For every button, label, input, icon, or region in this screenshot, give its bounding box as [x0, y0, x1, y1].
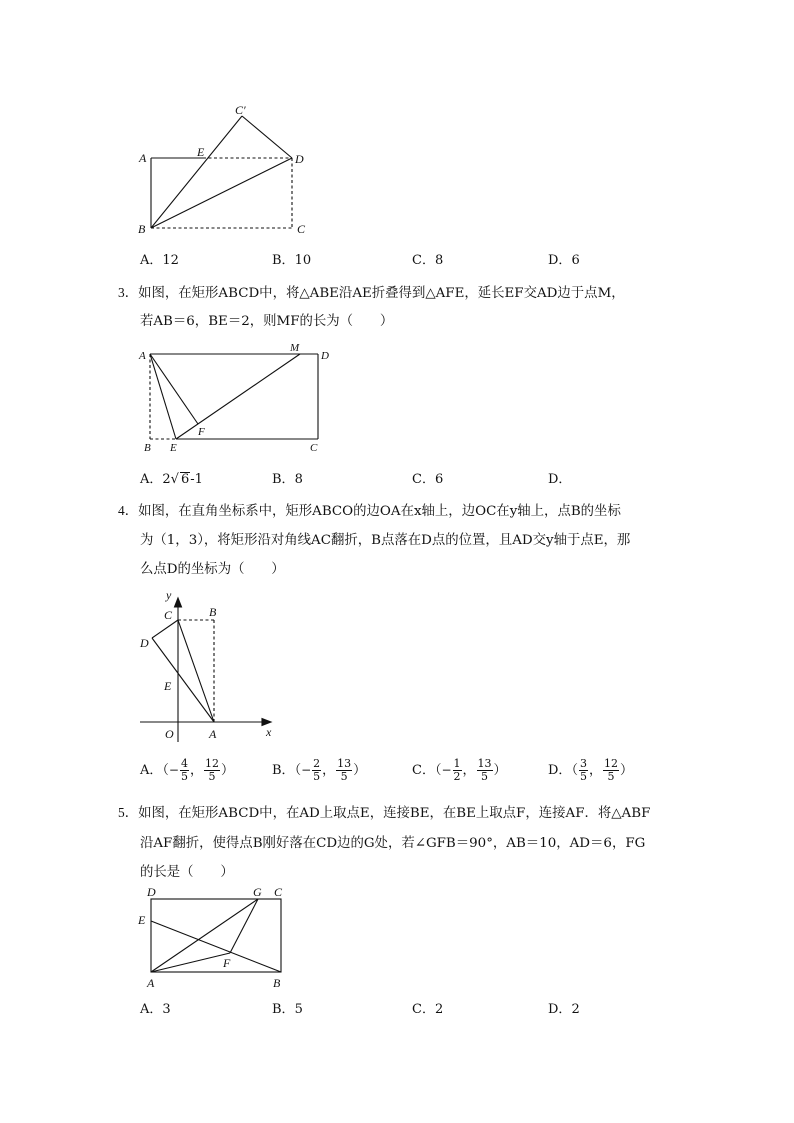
q4-label-E: E	[164, 679, 172, 693]
q2-seg-BCp	[151, 116, 242, 228]
q4-option-c[interactable]: C．（− $\frac{1}{2}$ ， $\frac{13}{5}$ ）	[412, 757, 507, 783]
q5-label-A: A	[147, 976, 155, 990]
q3-seg-AE	[150, 354, 176, 439]
q2-option-a[interactable]: A．12	[140, 253, 179, 268]
q4-option-a[interactable]: A．（− $\frac{4}{5}$ ， $\frac{12}{5}$ ）	[140, 757, 234, 783]
q5-seg-AG	[151, 899, 258, 972]
q2-option-b[interactable]: B．10	[272, 253, 312, 268]
q4-y-arrow	[175, 598, 182, 607]
q3-option-c[interactable]: C．6	[412, 472, 444, 487]
q4-option-b[interactable]: B．（− $\frac{2}{5}$ ， $\frac{13}{5}$ ）	[272, 757, 367, 783]
q4-label-A: A	[209, 727, 217, 741]
q5-seg-FG	[230, 899, 258, 953]
q3-seg-EM	[176, 354, 300, 439]
q2-label-D: D	[295, 152, 304, 166]
q5-seg-AF	[151, 953, 230, 972]
q3-label-E: E	[170, 442, 177, 454]
q3-option-d[interactable]: D．	[548, 472, 572, 487]
q4-seg-CA	[178, 620, 214, 722]
q5-number: 5．	[118, 805, 139, 820]
q2-label-A: A	[139, 151, 147, 165]
q5-label-G: G	[253, 885, 262, 899]
q3-option-a[interactable]: A．2√ 6-1	[140, 472, 203, 487]
q4-option-d[interactable]: D．（ $\frac{3}{5}$ ， $\frac{12}{5}$ ）	[548, 757, 633, 783]
q5-stem-line3: 的长是（ ）	[140, 865, 234, 880]
sqrt-sign: √	[170, 472, 179, 487]
q4-label-O: O	[165, 727, 174, 741]
q5-label-F: F	[223, 956, 231, 970]
q5-label-C: C	[274, 885, 283, 899]
q2-label-E: E	[197, 145, 205, 159]
q3-number: 3．	[118, 285, 139, 300]
q3-seg-AF	[150, 354, 198, 424]
q2-seg-BD	[151, 158, 292, 228]
q4-label-C: C	[164, 608, 173, 622]
q2-label-B: B	[138, 222, 146, 236]
q4-stem-line2: 为（1，3），将矩形沿对角线AC翻折，B点落在D点的位置，且AD交y轴于点E，那	[140, 533, 631, 548]
q5-label-E: E	[138, 913, 146, 927]
q2-label-Cp: C′	[235, 103, 246, 117]
q5-option-c[interactable]: C．2	[412, 1002, 444, 1017]
q3-option-b[interactable]: B．8	[272, 472, 303, 487]
q2-option-c[interactable]: C．8	[412, 253, 444, 268]
q5-rect-ABCD	[151, 899, 281, 972]
q5-option-b[interactable]: B．5	[272, 1002, 303, 1017]
q2-label-C: C	[297, 222, 306, 236]
q3-figure	[135, 340, 335, 458]
q3-stem-line1: 3．如图，在矩形ABCD中，将△ABE沿AE折叠得到△AFE，延长EF交AD边于点M，	[118, 285, 625, 301]
q3-label-C: C	[310, 442, 318, 454]
q5-stem-line2: 沿AF翻折，使得点B刚好落在CD边的G处，若∠GFB＝90°，AB＝10，AD＝6，FG	[140, 836, 646, 851]
q4-seg-CD	[152, 620, 178, 638]
q3-label-A: A	[139, 350, 146, 362]
q4-stem-line3: 么点D的坐标为（ ）	[140, 562, 285, 577]
q4-figure	[132, 585, 282, 745]
q4-stem-line1: 4．如图，在直角坐标系中，矩形ABCO的边OA在x轴上，边OC在y轴上，点B的坐标	[118, 503, 621, 519]
q3-label-F: F	[198, 426, 205, 438]
q3-stem-line2: 若AB＝6，BE＝2，则MF的长为（ ）	[140, 314, 394, 329]
q2-option-d[interactable]: D．6	[548, 253, 580, 268]
q4-seg-DA	[152, 638, 214, 722]
q5-label-D: D	[147, 885, 156, 899]
q3-label-M: M	[290, 342, 300, 354]
q5-label-B: B	[273, 976, 281, 990]
q4-label-B: B	[209, 605, 217, 619]
q4-label-D: D	[140, 636, 149, 650]
q5-option-d[interactable]: D．2	[548, 1002, 580, 1017]
q5-seg-EB	[151, 921, 281, 972]
q4-label-x: x	[266, 725, 272, 739]
q4-number: 4．	[118, 503, 139, 518]
q2-seg-CpD	[242, 116, 292, 158]
q5-stem-line1: 5．如图，在矩形ABCD中，在AD上取点E，连接BE，在BE上取点F，连接AF．将△ABF	[118, 805, 651, 821]
q5-figure	[135, 882, 295, 990]
q3-label-B: B	[144, 442, 151, 454]
q5-option-a[interactable]: A．3	[140, 1002, 171, 1017]
q4-label-y: y	[166, 588, 172, 602]
q2-figure	[130, 98, 320, 240]
q3-label-D: D	[321, 350, 329, 362]
